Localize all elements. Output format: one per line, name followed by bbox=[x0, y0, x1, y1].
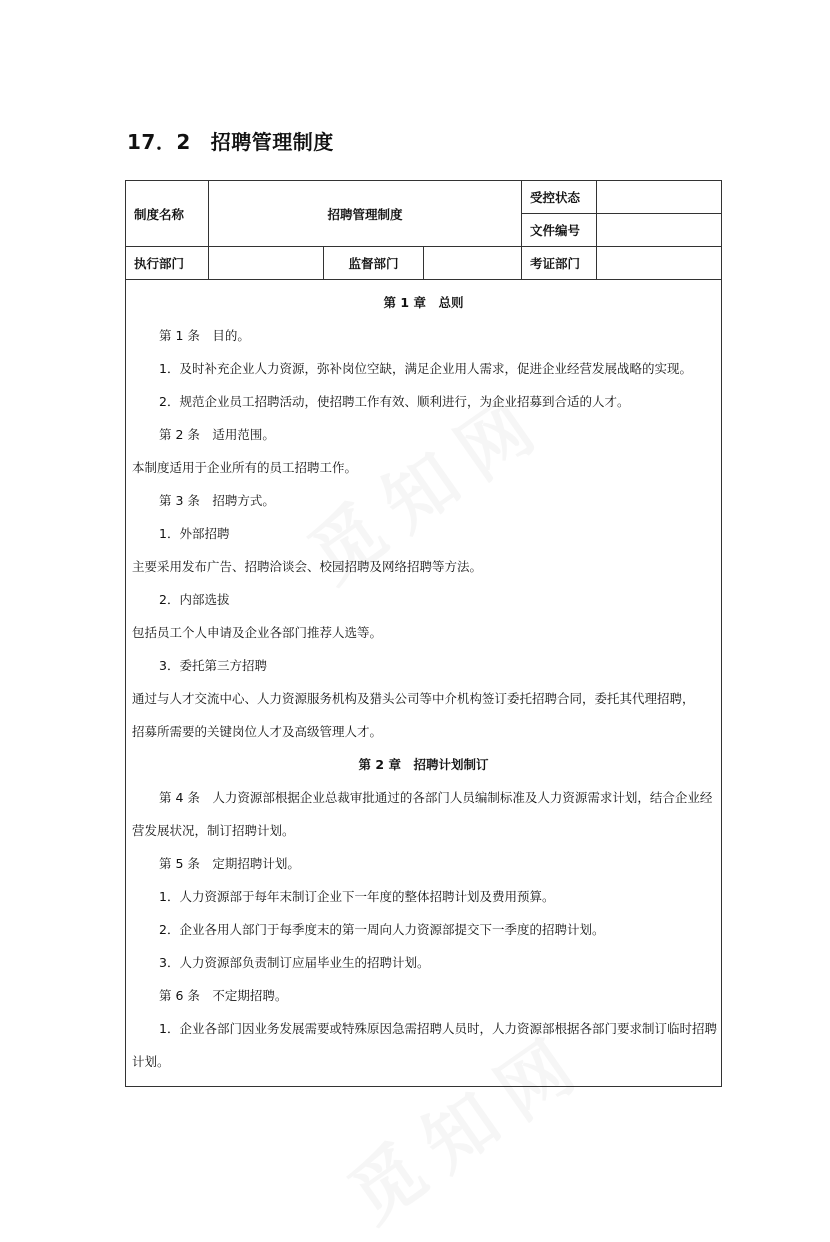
article-heading: 第 6 条 不定期招聘。 bbox=[159, 988, 288, 1003]
paragraph: 2．企业各用人部门于每季度末的第一周向人力资源部提交下一季度的招聘计划。 bbox=[159, 922, 605, 937]
chapter-heading: 第 2 章 招聘计划制订 bbox=[358, 757, 489, 772]
name-value: 招聘管理制度 bbox=[209, 181, 522, 247]
paragraph: 1．及时补充企业人力资源，弥补岗位空缺，满足企业用人需求，促进企业经营发展战略的实现。 bbox=[159, 361, 692, 376]
supervise-dept-value bbox=[424, 247, 522, 280]
paragraph: 3．委托第三方招聘 bbox=[159, 658, 267, 673]
assess-dept-label: 考证部门 bbox=[522, 247, 597, 280]
paragraph: 1．外部招聘 bbox=[159, 526, 230, 541]
paragraph: 2．规范企业员工招聘活动，使招聘工作有效、顺利进行，为企业招募到合适的人才。 bbox=[159, 394, 630, 409]
supervise-dept-label: 监督部门 bbox=[324, 247, 424, 280]
control-status-value bbox=[597, 181, 722, 214]
paragraph: 招募所需要的关键岗位人才及高级管理人才。 bbox=[132, 724, 383, 739]
control-status-label: 受控状态 bbox=[522, 181, 597, 214]
page-title bbox=[127, 126, 334, 155]
file-no-value bbox=[597, 214, 722, 247]
article-heading: 第 3 条 招聘方式。 bbox=[159, 493, 275, 508]
section-title: 招聘管理制度 bbox=[210, 130, 334, 154]
regulation-table bbox=[125, 180, 722, 1087]
paragraph: 包括员工个人申请及企业各部门推荐人选等。 bbox=[132, 625, 383, 640]
article-heading: 第 5 条 定期招聘计划。 bbox=[159, 856, 300, 871]
exec-dept-value bbox=[209, 247, 324, 280]
article-heading: 第 4 条 人力资源部根据企业总裁审批通过的各部门人员编制标准及人力资源需求计划，结合企业经 bbox=[159, 790, 713, 805]
chapter-heading: 第 1 章 总则 bbox=[383, 295, 464, 310]
file-no-label: 文件编号 bbox=[522, 214, 597, 247]
paragraph: 主要采用发布广告、招聘洽谈会、校园招聘及网络招聘等方法。 bbox=[132, 559, 483, 574]
paragraph: 营发展状况，制订招聘计划。 bbox=[132, 823, 295, 838]
article-heading: 第 1 条 目的。 bbox=[159, 328, 250, 343]
assess-dept-value bbox=[597, 247, 722, 280]
paragraph: 3．人力资源部负责制订应届毕业生的招聘计划。 bbox=[159, 955, 430, 970]
paragraph: 计划。 bbox=[132, 1054, 170, 1069]
paragraph: 1．企业各部门因业务发展需要或特殊原因急需招聘人员时，人力资源部根据各部门要求制订临时招聘 bbox=[159, 1021, 717, 1036]
article-heading: 第 2 条 适用范围。 bbox=[159, 427, 275, 442]
section-number: 17．2 bbox=[127, 130, 191, 154]
paragraph: 通过与人才交流中心、人力资源服务机构及猎头公司等中介机构签订委托招聘合同，委托其代理招聘， bbox=[132, 691, 695, 706]
paragraph: 1．人力资源部于每年末制订企业下一年度的整体招聘计划及费用预算。 bbox=[159, 889, 555, 904]
name-label: 制度名称 bbox=[126, 181, 209, 247]
paragraph: 2．内部选拔 bbox=[159, 592, 230, 607]
exec-dept-label: 执行部门 bbox=[126, 247, 209, 280]
regulation-body bbox=[126, 280, 722, 1087]
paragraph: 本制度适用于企业所有的员工招聘工作。 bbox=[132, 460, 358, 475]
